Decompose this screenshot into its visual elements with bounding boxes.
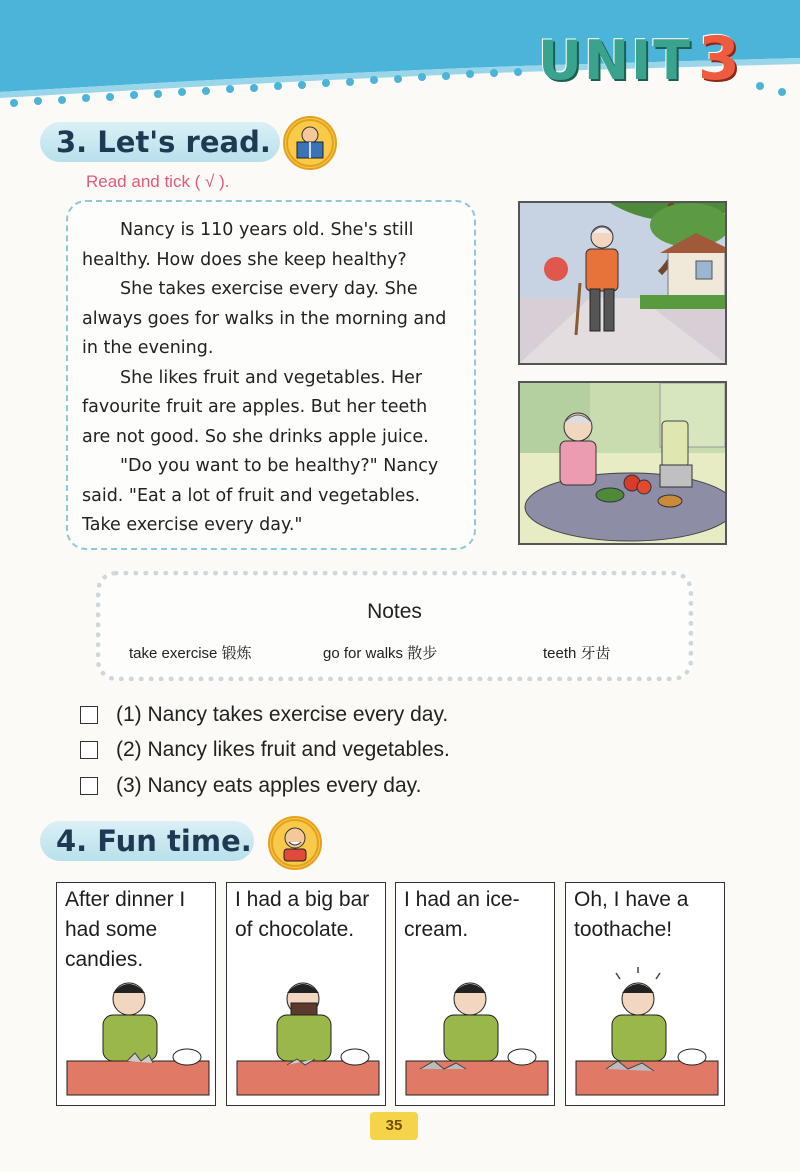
note-item: go for walks 散步 [323, 645, 438, 662]
illustration-fruit-table [518, 381, 727, 545]
notes-box [96, 571, 693, 681]
panel-caption: After dinner I had some candies. [65, 888, 186, 971]
reading-kid-icon [283, 116, 337, 170]
comic-panel-2 [226, 882, 386, 1106]
fun-kid-icon [268, 816, 322, 870]
statement-text: (1) Nancy takes exercise every day. [116, 703, 449, 726]
note-item: teeth 牙齿 [543, 645, 611, 662]
unit-title: UNIT 3 [538, 24, 742, 94]
statement-text: (2) Nancy likes fruit and vegetables. [116, 738, 450, 761]
boy-with-toothache-drawing [566, 965, 725, 1105]
panel-caption: I had a big bar of chocolate. [235, 888, 370, 941]
notes-title: Notes [367, 600, 422, 623]
illustration-walking [518, 201, 727, 365]
comic-panel-4 [565, 882, 725, 1106]
comic-panel-1 [56, 882, 216, 1106]
note-item: take exercise 锻炼 [129, 645, 252, 662]
statement-row [80, 736, 450, 764]
statement-row [80, 701, 448, 729]
passage-paragraph: Nancy is 110 years old. She's still healthy. How does she keep healthy? [82, 220, 414, 270]
panel-caption: Oh, I have a toothache! [574, 888, 689, 941]
comic-panel-3 [395, 882, 555, 1106]
unit-number: 3 [697, 24, 742, 94]
tick-checkbox[interactable] [80, 777, 98, 795]
section-3-title: 3. Let's read. [40, 122, 280, 162]
tick-checkbox[interactable] [80, 741, 98, 759]
boy-eating-candies-drawing [57, 965, 216, 1105]
statement-row [80, 772, 421, 800]
section-4-title: 4. Fun time. [40, 821, 254, 861]
boy-eating-ice-cream-drawing [396, 965, 555, 1105]
tick-checkbox[interactable] [80, 706, 98, 724]
passage-paragraph: She takes exercise every day. She always goes for walks in the morning and in the evening. [82, 279, 447, 358]
passage-paragraph: She likes fruit and vegetables. Her favourite fruit are apples. But her teeth are not good. So she drinks apple juice. [82, 367, 429, 447]
page-number: 35 [370, 1112, 418, 1140]
boy-eating-chocolate-drawing [227, 965, 386, 1105]
passage-paragraph: "Do you want to be healthy?" Nancy said. "Eat a lot of fruit and vegetables. Take exercise every day." [82, 456, 439, 535]
instruction-text: Read and tick ( √ ). [86, 172, 230, 191]
panel-caption: I had an ice-cream. [404, 888, 520, 941]
reading-passage-box [66, 200, 476, 550]
statement-text: (3) Nancy eats apples every day. [116, 774, 422, 797]
